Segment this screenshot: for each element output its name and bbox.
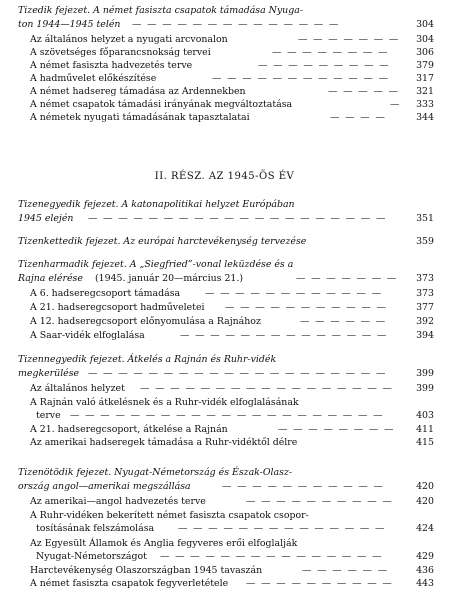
ch10-title-line1 <box>0 4 449 18</box>
ch15-title-line2: ország angol—amerikai megszállása — — — — — — — — — — — 420 <box>18 481 434 492</box>
ch10-title: Tizedik fejezet. A német fasiszta csapatok támadása Nyuga- <box>18 5 303 16</box>
toc-entry: A németek nyugati támadásának tapasztalatai — — — — 344 <box>30 112 434 123</box>
toc-entry: A szövetséges főparancsnokság tervei — — — — — — — — 306 <box>30 47 434 58</box>
toc-entry-cont: tosításának felszámolása — — — — — — — — — — — — — — 424 <box>36 523 434 534</box>
toc-entry: A német fasiszta hadvezetés terve — — — — — — — — — 379 <box>30 60 434 71</box>
ch12-title-line: Tizenkettedik fejezet. Az európai harctevékenység tervezése 359 <box>18 236 434 247</box>
leader-dashes: — — — — — — — — — — — <box>222 481 385 492</box>
toc-entry: A 12. hadseregcsoport előnyomulása a Rajnához — — — — — — 392 <box>30 316 434 327</box>
toc-entry: A német csapatok támadási irányának megváltoztatása — 333 <box>30 99 434 110</box>
toc-entry: Az amerikai hadseregek támadása a Ruhr-vidéktől délre 415 <box>30 437 434 448</box>
ch15-title: Tizenötödik fejezet. Nyugat-Németország és Észak-Olasz- <box>18 467 293 478</box>
toc-entry-cont: terve — — — — — — — — — — — — — — — — — — — — — 403 <box>36 410 434 421</box>
leader-dashes: — — — — — — — — — — — — — — — — — — — — <box>88 368 387 379</box>
page-number: 304 <box>416 19 434 30</box>
ch15-title-line1 <box>0 466 449 480</box>
toc-entry: Az Egyesült Államok és Anglia fegyveres erői elfoglalják <box>30 538 298 549</box>
toc-entry-cont: Nyugat-Németországot — — — — — — — — — — — — — — — 429 <box>36 551 434 562</box>
toc-entry: A Rajnán való átkelésnek és a Ruhr-vidék elfoglalásának <box>30 397 299 408</box>
ch13-title-line2: Rajna elérése (1945. január 20—március 21.) — — — — — — — 373 <box>18 273 434 284</box>
ch10-title-line2: ton 1944—1945 telén — — — — — — — — — — — — — — 304 <box>18 19 434 30</box>
ch11-title-line1 <box>0 198 449 212</box>
leader-dashes: — — — — — — — <box>296 273 398 284</box>
ch14-title-line2: megkerülése — — — — — — — — — — — — — — — — — — — — 399 <box>18 368 434 379</box>
toc-entry: A hadművelet előkészítése — — — — — — — — — — — — 317 <box>30 73 434 84</box>
ch12-title: Tizenkettedik fejezet. Az európai harctevékenység tervezése <box>18 236 307 247</box>
ch13-title-line1 <box>0 258 449 272</box>
ch13-title: Tizenharmadik fejezet. A „Siegfried”-vonal leküzdése és a <box>18 259 294 270</box>
ch11-title-line2: 1945 elején — — — — — — — — — — — — — — — — — — — — 351 <box>18 213 434 224</box>
part-heading: II. RÉSZ. AZ 1945-ÖS ÉV <box>154 171 295 182</box>
toc-entry: Az általános helyzet — — — — — — — — — — — — — — — — — 399 <box>30 383 434 394</box>
toc-entry: A 6. hadseregcsoport támadása — — — — — — — — — — — — 373 <box>30 288 434 299</box>
leader-dashes: — — — — — — — — — — — — — — — — — — — — <box>88 213 387 224</box>
toc-entry: Az általános helyzet a nyugati arcvonalon — — — — — — — 304 <box>30 34 434 45</box>
toc-entry: Az amerikai—angol hadvezetés terve — — — — — — — — — — 420 <box>30 496 434 507</box>
ch14-title: Tizennegyedik fejezet. Átkelés a Rajnán és Ruhr-vidék <box>18 354 277 365</box>
toc-entry: A német fasiszta csapatok fegyverletétele — — — — — — — — — — 443 <box>30 578 434 589</box>
toc-entry: A 21. hadseregcsoport, átkelése a Rajnán — — — — — — — — 411 <box>30 424 434 435</box>
toc-entry: A német hadsereg támadása az Ardennekben — — — — — 321 <box>30 86 434 97</box>
toc-entry: A Saar-vidék elfoglalása — — — — — — — — — — — — — — 394 <box>30 330 434 341</box>
ch11-title: Tizenegyedik fejezet. A katonapolitikai helyzet Európában <box>18 199 295 210</box>
toc-entry: Harctevékenység Olaszországban 1945 tavaszán — — — — — — 436 <box>30 565 434 576</box>
toc-entry: A 21. hadseregcsoport hadműveletei — — — — — — — — — — — 377 <box>30 302 434 313</box>
leader-dashes: — — — — — — — — — — — — — — <box>132 19 340 30</box>
ch14-title-line1 <box>0 353 449 367</box>
toc-entry: A Ruhr-vidéken bekerített német fasiszta csapatok csopor- <box>30 510 309 521</box>
